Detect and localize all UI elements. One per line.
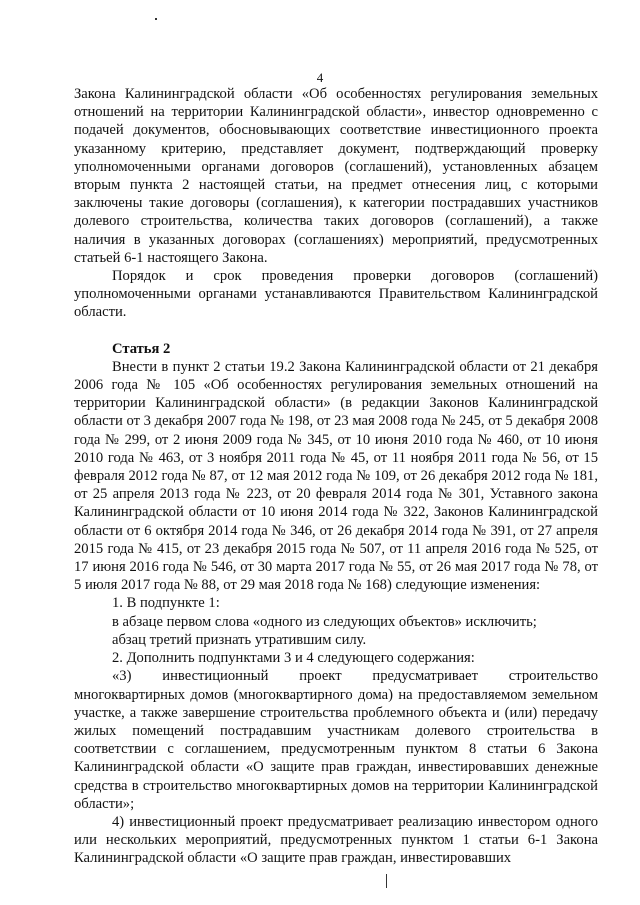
scan-speck	[155, 18, 157, 20]
list-item: 4) инвестиционный проект предусматривает реализацию инвестором одного или нескольких мероприятий, предусмотренных пунктом 1 статьи 6-1 Закона Калининградской области «О защите прав граждан, инвестировавших	[74, 813, 598, 867]
spacer	[74, 322, 598, 340]
article-intro: Внести в пункт 2 статьи 19.2 Закона Калининградской области от 21 декабря 2006 года № 105 «Об особенностях регулирования земельных отношений на территории Калининградской области» (в редакции Законов Калининградской области от 3 декабря 2007 года № 198, от 23 мая 2008 года № 245, от 5 декабря 2008 года № 299, от 2 июня 2009 года № 345, от 10 июня 2010 года № 460, от 10 июня 2010 года № 463, от 3 ноября 2011 года № 45, от 11 ноября 2011 года № 56, от 15 февраля 2012 года № 87, от 12 мая 2012 года № 109, от 26 декабря 2012 года № 181, от 25 апреля 2013 года № 223, от 20 февраля 2014 года № 301, Уставного закона Калининградской области от 10 июня 2014 года № 322, Законов Калининградской области от 6 октября 2014 года № 346, от 26 декабря 2014 года № 391, от 27 апреля 2015 года № 415, от 23 декабря 2015 года № 507, от 11 апреля 2016 года № 525, от 17 июня 2016 года № 546, от 30 марта 2017 года № 55, от 26 мая 2017 года № 78, от 5 июля 2017 года № 88, от 29 мая 2018 года № 168) следующие изменения:	[74, 358, 598, 594]
paragraph-procedure: Порядок и срок проведения проверки договоров (соглашений) уполномоченными органами устанавливаются Правительством Калининградской области.	[74, 268, 598, 321]
document-body	[74, 85, 598, 868]
list-item: 2. Дополнить подпунктами 3 и 4 следующего содержания:	[112, 650, 475, 667]
list-item: абзац третий признать утратившим силу.	[112, 631, 367, 648]
list-item: 1. В подпункте 1:	[112, 595, 220, 612]
scan-speck	[386, 874, 387, 888]
paragraph-continuation: Закона Калининградской области «Об особенностях регулирования земельных отношений на территории Калининградской области», инвестор одновременно с подачей документов, обосновывающих соответствие инвестиционного проекта указанному критерию, представляет документ, подтверждающий проверку уполномоченными органами договоров (соглашений), установленных абзацем вторым пункта 2 настоящей статьи, на предмет отнесения лиц, с которыми заключены такие договоры (соглашения), к категории пострадавших участников долевого строительства, количества таких договоров (соглашений), а также наличия в указанных договорах (соглашениях) мероприятий, предусмотренных статьей 6-1 настоящего Закона.	[74, 86, 598, 266]
article-heading: Статья 2	[112, 340, 171, 357]
page-number: 4	[316, 70, 324, 85]
list-item: в абзаце первом слова «одного из следующих объектов» исключить;	[112, 613, 537, 630]
list-item: «3) инвестиционный проект предусматривает строительство многоквартирных домов (многоквартирного дома) на предоставляемом земельном участке, а также завершение строительства проблемного объекта и (или) передачу жилых помещений пострадавшим участникам долевого строительства в соответствии с соглашением, предусмотренным пунктом 8 статьи 6 Закона Калининградской области «О защите прав граждан, инвестировавших денежные средства в строительство многоквартирных домов на территории Калининградской области»;	[74, 668, 598, 812]
